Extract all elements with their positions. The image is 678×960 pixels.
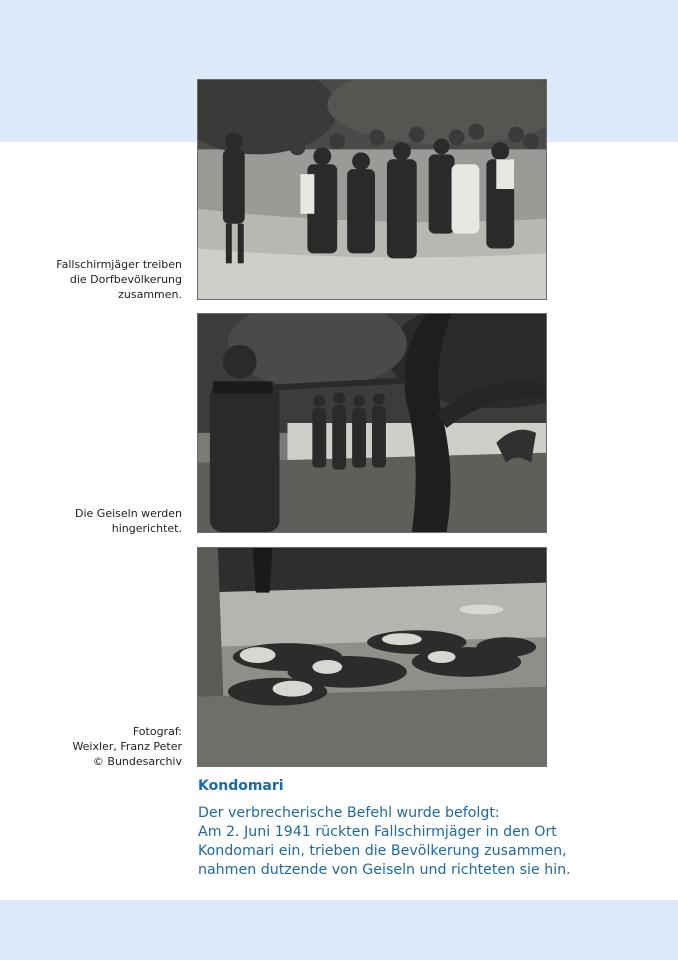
photo-execution [197, 313, 547, 533]
caption-line: Fallschirmjäger treiben [56, 258, 182, 271]
caption-roundup [32, 257, 182, 302]
caption-line: hingerichtet. [111, 522, 182, 535]
photo-roundup [197, 79, 547, 300]
photo-aftermath [197, 547, 547, 767]
article-line: Kondomari ein, trieben die Bevölkerung zusammen, [198, 843, 567, 859]
caption-line: Weixler, Franz Peter [72, 740, 182, 753]
caption-line: Fotograf: [132, 725, 182, 738]
caption-line: Die Geiseln werden [75, 507, 182, 520]
article-line: Der verbrecherische Befehl wurde befolgt: [198, 805, 500, 821]
article-heading: Kondomari [198, 778, 284, 794]
article-line: Am 2. Juni 1941 rückten Fallschirmjäger in den Ort [198, 824, 557, 840]
caption-execution [32, 506, 182, 536]
article-body [198, 804, 578, 880]
caption-line: © Bundesarchiv [92, 755, 182, 768]
bottom-decorative-band [0, 900, 678, 960]
caption-line: zusammen. [118, 288, 182, 301]
article-line: nahmen dutzende von Geiseln und richteten sie hin. [198, 862, 571, 878]
caption-photo-credit [32, 724, 182, 769]
caption-line: die Dorfbevölkerung [69, 273, 182, 286]
